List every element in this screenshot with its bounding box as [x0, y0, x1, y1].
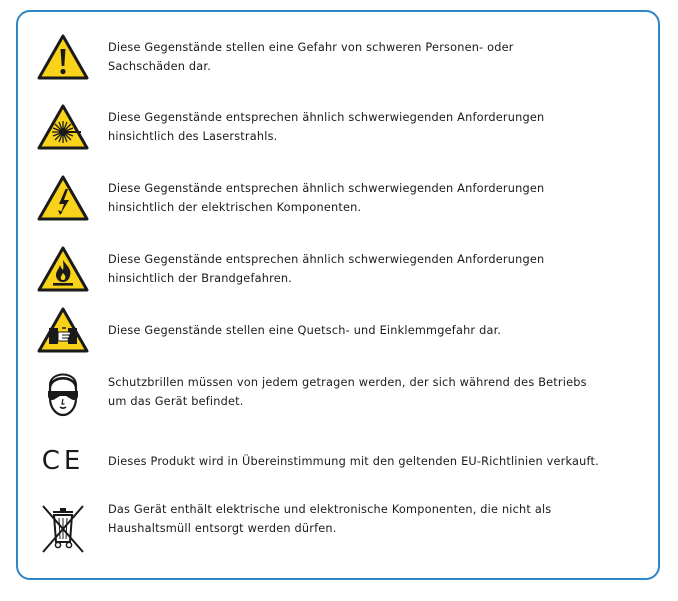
electrical-warning-icon: [36, 171, 90, 225]
notice-safety-goggles: [36, 365, 646, 419]
notice-line: hinsichtlich der Brandgefahren.: [108, 272, 293, 285]
notice-line: um das Gerät befindet.: [108, 395, 244, 408]
general-warning-icon: [36, 30, 90, 84]
laser-warning-icon: [36, 100, 90, 154]
notice-text: [108, 38, 514, 76]
notice-line: hinsichtlich der elektrischen Komponenten.: [108, 201, 362, 214]
weee-bin-icon: [36, 502, 90, 556]
notice-crush-hazard: [36, 303, 646, 357]
notice-line: hinsichtlich des Laserstrahls.: [108, 130, 278, 143]
notice-text: [108, 500, 551, 538]
notice-text: [108, 321, 501, 340]
notice-line: Diese Gegenstände stellen eine Gefahr von schweren Personen- oder: [108, 41, 514, 54]
notice-laser-warning: [36, 100, 646, 154]
notice-line: Diese Gegenstände entsprechen ähnlich schwerwiegenden Anforderungen: [108, 182, 545, 195]
notice-line: Haushaltsmüll entsorgt werden dürfen.: [108, 522, 337, 535]
notice-general-warning: [36, 30, 646, 84]
notice-line: Diese Gegenstände entsprechen ähnlich schwerwiegenden Anforderungen: [108, 253, 545, 266]
notice-line: Schutzbrillen müssen von jedem getragen werden, der sich während des Betriebs: [108, 376, 587, 389]
crush-hazard-icon: [36, 303, 90, 357]
notice-text: [108, 373, 587, 411]
notice-text: [108, 452, 599, 471]
notice-weee-disposal: [36, 500, 646, 556]
notice-electrical-warning: [36, 171, 646, 225]
notice-text: [108, 108, 544, 146]
ce-mark-icon: [36, 434, 90, 488]
safety-goggles-icon: [36, 365, 90, 419]
notice-text: [108, 179, 544, 217]
notice-line: Diese Gegenstände stellen eine Quetsch- und Einklemmgefahr dar.: [108, 323, 502, 337]
notice-fire-warning: [36, 242, 646, 296]
fire-warning-icon: [36, 242, 90, 296]
notice-line: Das Gerät enthält elektrische und elektronische Komponenten, die nicht als: [108, 503, 552, 516]
notice-line: Sachschäden dar.: [108, 60, 212, 73]
notice-line: Diese Gegenstände entsprechen ähnlich schwerwiegenden Anforderungen: [108, 111, 545, 124]
notice-ce-mark: [36, 434, 646, 488]
notice-line: Dieses Produkt wird in Übereinstimmung mit den geltenden EU-Richtlinien verkauft.: [108, 454, 599, 468]
ce-mark-label: CE: [41, 446, 85, 476]
notice-text: [108, 250, 544, 288]
